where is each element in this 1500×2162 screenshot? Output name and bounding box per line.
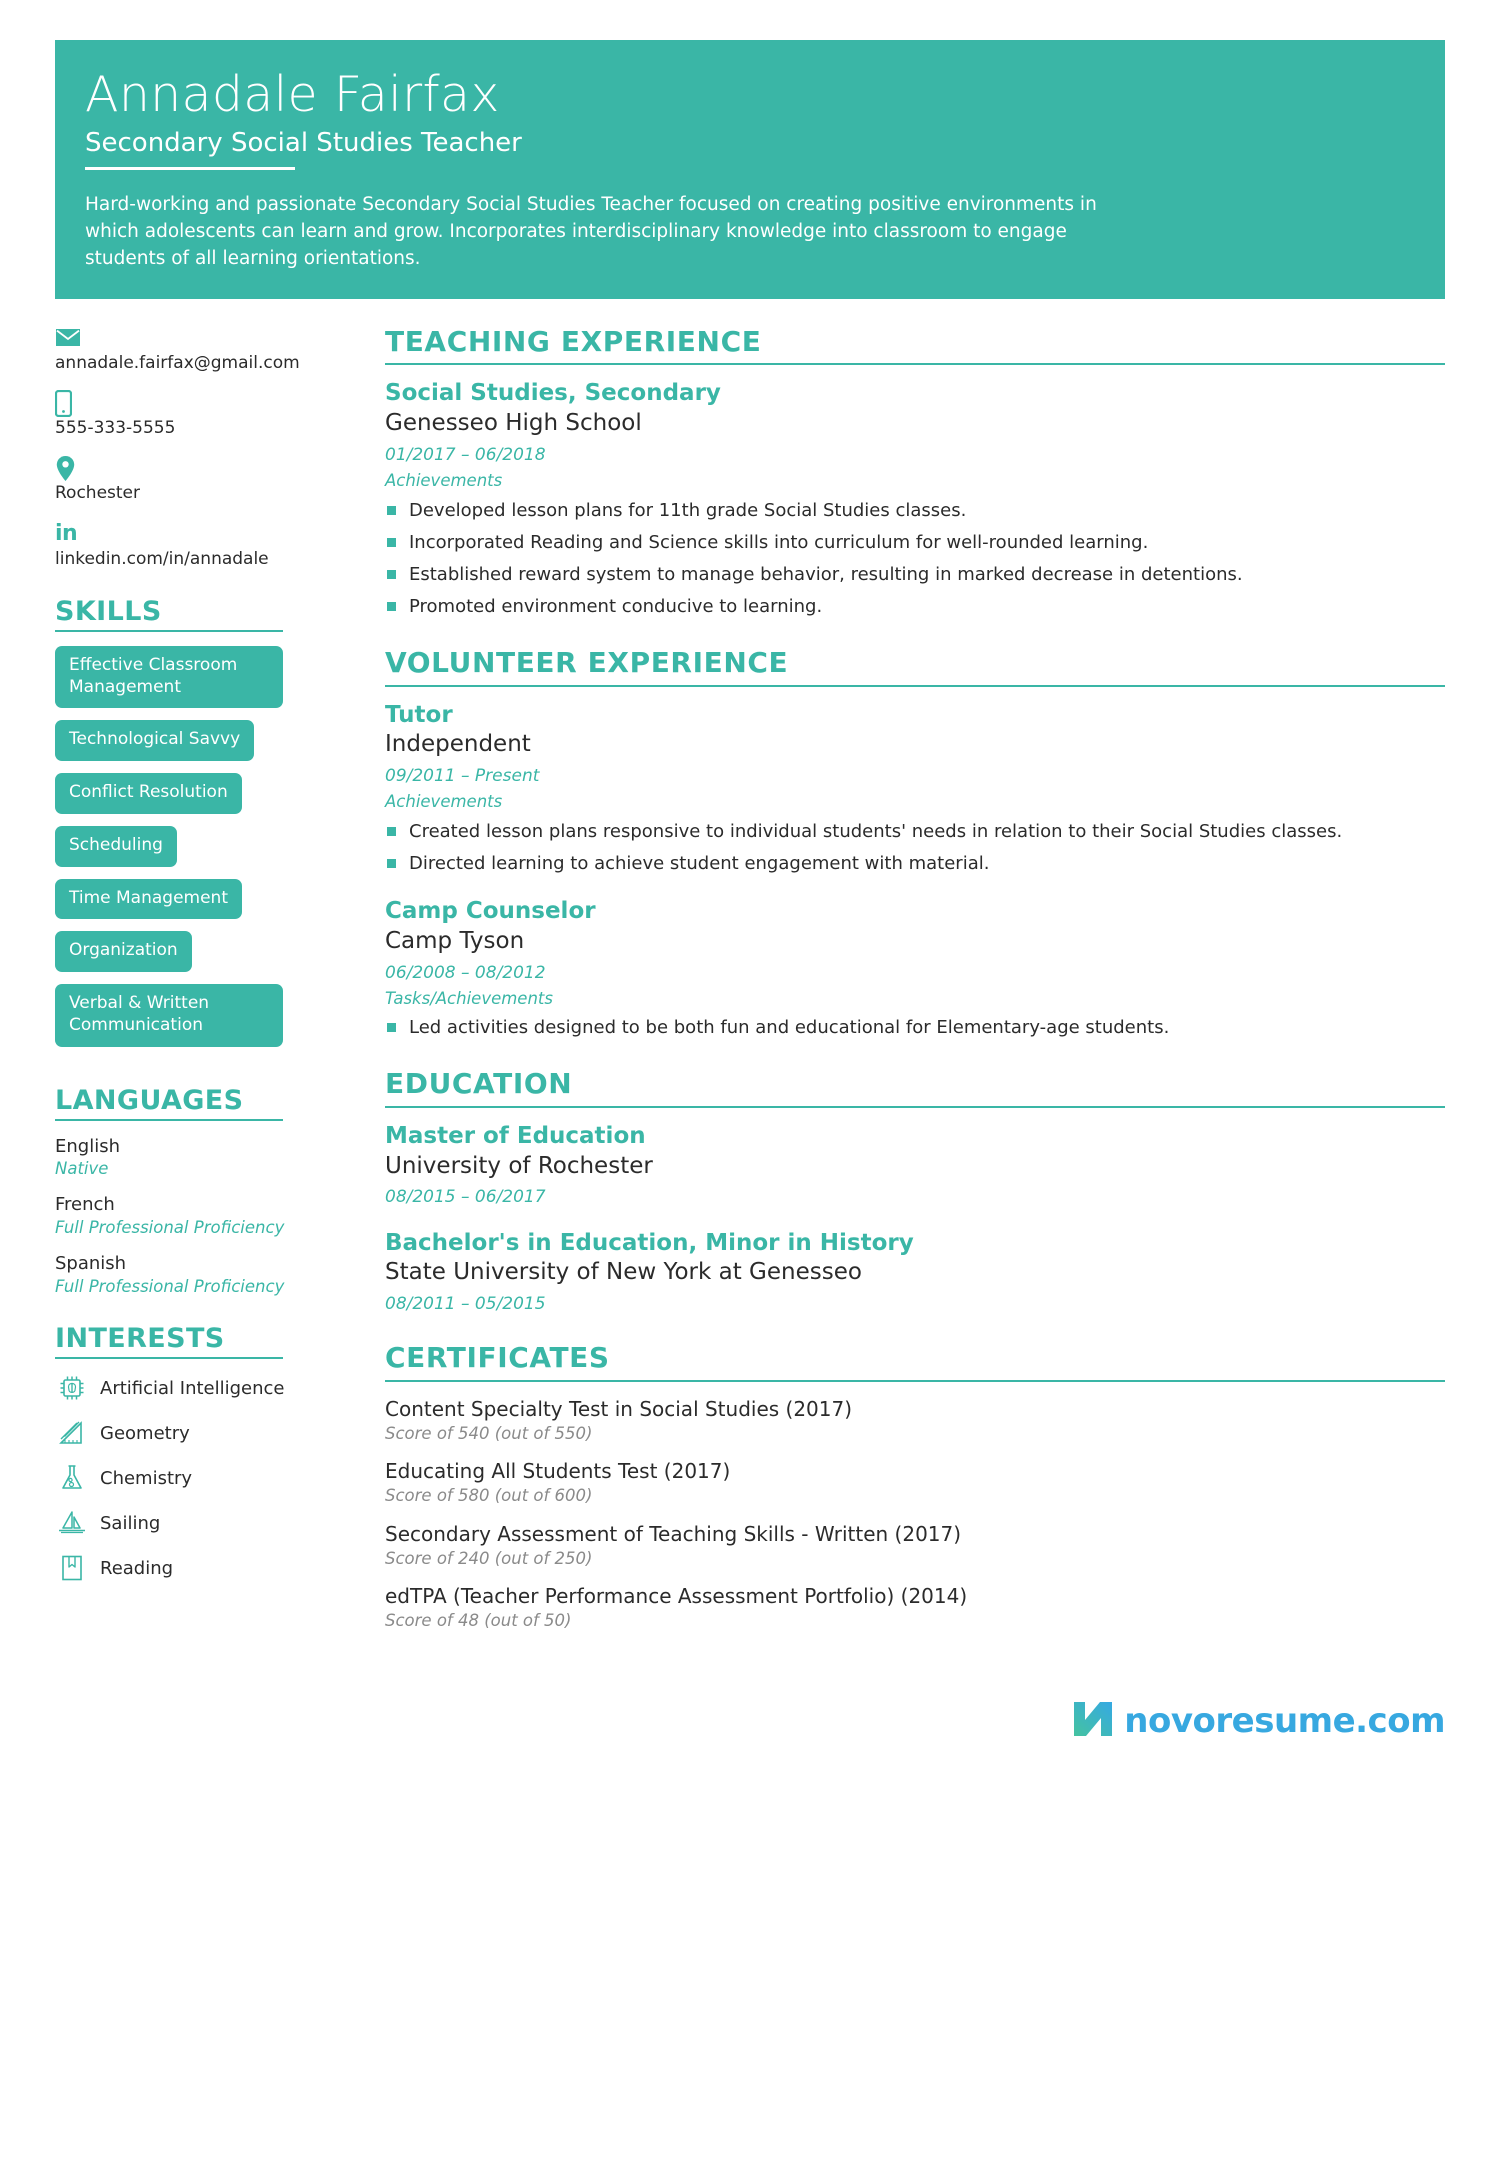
- entry-sublabel: Achievements: [385, 792, 503, 812]
- language-item: [55, 1135, 331, 1180]
- contact-section: [55, 325, 331, 570]
- certificate-score: Score of 580 (out of 600): [385, 1486, 593, 1506]
- interest-item: [55, 1508, 331, 1538]
- candidate-summary: Hard-working and passionate Secondary Social Studies Teacher focused on creating positive environments in which adolescents can learn and grow. Incorporates interdisciplinary knowledge into classroom to engage students of all learning orientations.: [85, 194, 1097, 269]
- skills-section: [55, 596, 331, 1059]
- entry-title: Social Studies, Secondary: [385, 380, 721, 407]
- resume-body: [0, 325, 1500, 1658]
- entry-organization: University of Rochester: [385, 1152, 653, 1179]
- skills-heading: SKILLS: [55, 595, 162, 627]
- bullet-item: Incorporated Reading and Science skills into curriculum for well-rounded learning.: [385, 530, 1445, 556]
- entry-title: Master of Education: [385, 1122, 646, 1149]
- chemistry-flask-icon: [55, 1463, 89, 1493]
- skills-tag-list: [55, 646, 331, 1059]
- contact-item-phone[interactable]: [55, 390, 331, 439]
- teaching-experience-heading: TEACHING EXPERIENCE: [385, 324, 762, 358]
- interest-item: [55, 1463, 331, 1493]
- education-divider: [385, 1106, 1445, 1108]
- email-icon: [55, 325, 331, 351]
- bullet-item: Created lesson plans responsive to individual students' needs in relation to their Social Studies classes.: [385, 819, 1445, 845]
- skill-tag[interactable]: Technological Savvy: [55, 720, 254, 761]
- entry-organization: Independent: [385, 731, 531, 758]
- volunteer-experience-section: [385, 646, 1445, 1041]
- contact-item-email[interactable]: [55, 325, 331, 374]
- volunteer-experience-divider: [385, 685, 1445, 687]
- languages-section: [55, 1085, 331, 1297]
- certificate-item: [385, 1396, 1445, 1444]
- language-name: Spanish: [55, 1253, 127, 1275]
- entry-organization: Genesseo High School: [385, 410, 642, 437]
- entry-title: Camp Counselor: [385, 897, 596, 924]
- bullet-item: Developed lesson plans for 11th grade Social Studies classes.: [385, 498, 1445, 524]
- certificate-score: Score of 240 (out of 250): [385, 1548, 593, 1568]
- entry-date-range: 06/2008 – 08/2012: [385, 962, 546, 983]
- entry-bullet-list: [385, 1015, 1445, 1041]
- resume-page: [0, 40, 1500, 2162]
- skill-tag[interactable]: Organization: [55, 931, 192, 972]
- skill-tag[interactable]: Time Management: [55, 879, 242, 920]
- language-level: Full Professional Proficiency: [55, 1217, 285, 1237]
- main-content: [355, 325, 1445, 1658]
- certificate-name: edTPA (Teacher Performance Assessment Portfolio) (2014): [385, 1584, 968, 1609]
- interest-label: Chemistry: [100, 1467, 193, 1489]
- interests-heading: INTERESTS: [55, 1323, 225, 1355]
- certificates-heading: CERTIFICATES: [385, 1341, 610, 1375]
- contact-item-location[interactable]: [55, 455, 331, 504]
- entry-bullet-list: [385, 498, 1445, 620]
- contact-email-value: annadale.fairfax@gmail.com: [55, 352, 300, 373]
- experience-entry: [385, 379, 1445, 620]
- entry-title: Tutor: [385, 701, 453, 728]
- certificate-name: Educating All Students Test (2017): [385, 1459, 731, 1484]
- language-item: [55, 1252, 331, 1297]
- candidate-title-wrap: [85, 127, 522, 171]
- certificates-section: [385, 1341, 1445, 1631]
- skills-divider: [55, 630, 283, 632]
- entry-title: Bachelor's in Education, Minor in History: [385, 1229, 914, 1256]
- phone-icon: [55, 390, 331, 416]
- certificate-score: Score of 540 (out of 550): [385, 1423, 593, 1443]
- entry-date-range: 01/2017 – 06/2018: [385, 445, 546, 466]
- entry-sublabel: Achievements: [385, 471, 503, 491]
- entry-organization: State University of New York at Genesseo: [385, 1259, 862, 1286]
- bullet-item: Established reward system to manage behavior, resulting in marked decrease in detentions.: [385, 562, 1445, 588]
- resume-header: [55, 40, 1445, 299]
- volunteer-experience-heading: VOLUNTEER EXPERIENCE: [385, 645, 789, 679]
- languages-heading: LANGUAGES: [55, 1084, 244, 1116]
- teaching-experience-section: [385, 325, 1445, 620]
- header-divider: [85, 167, 295, 170]
- entry-date-range: 08/2015 – 06/2017: [385, 1187, 546, 1208]
- interest-label: Reading: [100, 1557, 174, 1579]
- education-section: [385, 1067, 1445, 1315]
- experience-entry: [385, 701, 1445, 877]
- skill-tag[interactable]: Scheduling: [55, 826, 177, 867]
- entry-date-range: 09/2011 – Present: [385, 766, 540, 787]
- novoresume-brand-text: novoresume.com: [1124, 1701, 1445, 1742]
- location-pin-icon: [55, 455, 331, 481]
- languages-divider: [55, 1119, 283, 1121]
- novoresume-logo-icon: [1070, 1698, 1116, 1745]
- footer: [0, 1698, 1500, 1745]
- certificates-divider: [385, 1380, 1445, 1382]
- skill-tag[interactable]: Effective Classroom Management: [55, 646, 283, 709]
- language-level: Full Professional Proficiency: [55, 1276, 285, 1296]
- certificate-item: [385, 1583, 1445, 1631]
- education-entry: [385, 1229, 1445, 1316]
- skill-tag[interactable]: Verbal & Written Communication: [55, 984, 283, 1047]
- certificate-item: [385, 1521, 1445, 1569]
- geometry-ruler-icon: [55, 1418, 89, 1448]
- certificate-score: Score of 48 (out of 50): [385, 1611, 572, 1631]
- certificate-item: [385, 1458, 1445, 1506]
- experience-entry: [385, 897, 1445, 1041]
- interests-section: [55, 1323, 331, 1583]
- candidate-name: Annadale Fairfax: [85, 66, 500, 123]
- certificate-name: Secondary Assessment of Teaching Skills - Written (2017): [385, 1521, 962, 1546]
- contact-phone-value: 555-333-5555: [55, 418, 176, 439]
- contact-item-linkedin[interactable]: [55, 521, 331, 570]
- skill-tag[interactable]: Conflict Resolution: [55, 773, 242, 814]
- sailboat-icon: [55, 1508, 89, 1538]
- interests-divider: [55, 1357, 283, 1359]
- entry-date-range: 08/2011 – 05/2015: [385, 1294, 546, 1315]
- linkedin-icon: in: [55, 520, 78, 546]
- bullet-item: Promoted environment conducive to learning.: [385, 594, 1445, 620]
- language-item: [55, 1193, 331, 1238]
- ai-chip-icon: [55, 1373, 89, 1403]
- candidate-job-title: Secondary Social Studies Teacher: [85, 127, 522, 158]
- interest-item: [55, 1373, 331, 1403]
- language-name: English: [55, 1135, 120, 1157]
- bullet-item: Led activities designed to be both fun and educational for Elementary-age students.: [385, 1015, 1445, 1041]
- interest-label: Geometry: [100, 1422, 190, 1444]
- entry-bullet-list: [385, 819, 1445, 877]
- entry-organization: Camp Tyson: [385, 927, 525, 954]
- interest-item: [55, 1553, 331, 1583]
- education-heading: EDUCATION: [385, 1067, 573, 1101]
- language-level: Native: [55, 1158, 109, 1178]
- contact-location-value: Rochester: [55, 483, 140, 504]
- teaching-experience-divider: [385, 363, 1445, 365]
- interest-label: Artificial Intelligence: [100, 1377, 285, 1399]
- interest-label: Sailing: [100, 1512, 161, 1534]
- bullet-item: Directed learning to achieve student engagement with material.: [385, 851, 1445, 877]
- education-entry: [385, 1122, 1445, 1209]
- book-icon: [55, 1553, 89, 1583]
- interest-item: [55, 1418, 331, 1448]
- certificate-name: Content Specialty Test in Social Studies (2017): [385, 1396, 853, 1421]
- entry-sublabel: Tasks/Achievements: [385, 988, 553, 1008]
- language-name: French: [55, 1194, 115, 1216]
- contact-linkedin-value: linkedin.com/in/annadale: [55, 548, 269, 569]
- sidebar: [55, 325, 355, 1598]
